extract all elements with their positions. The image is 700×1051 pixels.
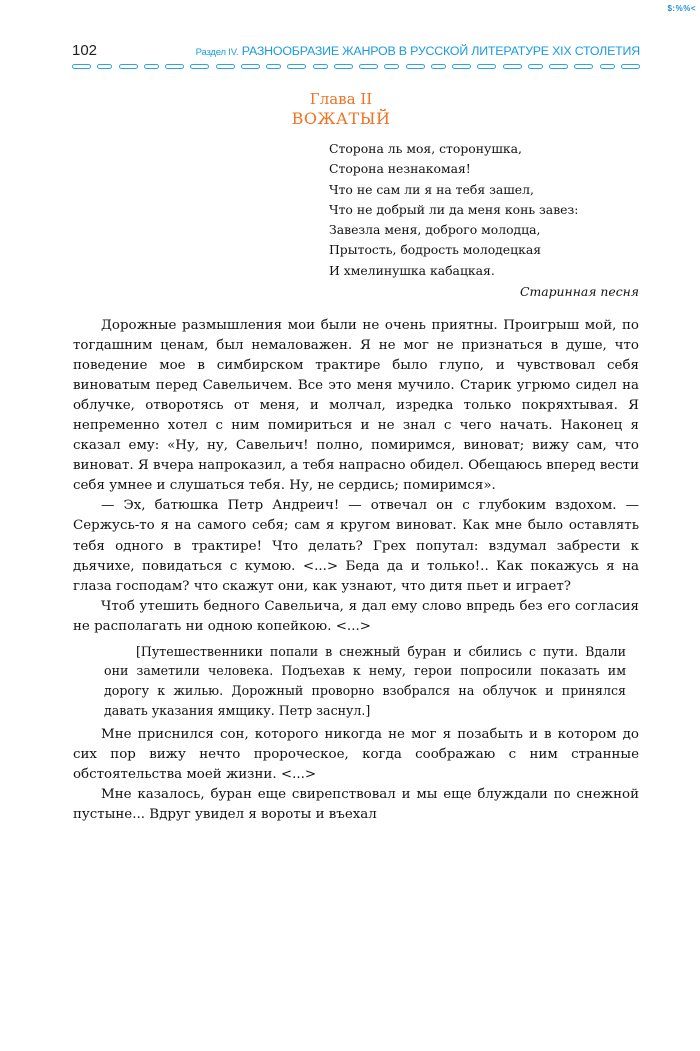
epigraph-line: Что не добрый ли да меня конь завез: bbox=[329, 201, 579, 217]
epigraph-line: Прытость, бодрость молодецкая bbox=[329, 242, 542, 258]
running-head bbox=[72, 42, 640, 62]
paragraph: Мне приснился сон, которого никогда не мог я позабыть и в котором до сих пор вижу нечто пророческое, когда соображаю с ним странные обстоятельства моей жизни. <...> bbox=[73, 727, 639, 783]
epigraph bbox=[329, 139, 641, 281]
epigraph-source: Старинная песня bbox=[520, 284, 639, 299]
chapter-heading bbox=[0, 90, 700, 129]
chapter-number: Глава II bbox=[309, 90, 373, 108]
epigraph-line: Сторона ль моя, сторонушка, bbox=[329, 141, 522, 156]
corner-mark: $:%%< bbox=[667, 4, 696, 13]
epigraph-line: И хмелинушка кабацкая. bbox=[329, 262, 495, 278]
header-ornament-divider bbox=[72, 64, 640, 72]
summary-block: [Путешественники попали в снежный буран и сбились с пути. Вдали они заметили человека. Подъехав к нему, герои попросили показать им дорогу к жилью. Дорожный проворно взобрался на облучок и принялся давать указания ямщику. Петр заснул.] bbox=[104, 643, 626, 718]
section-title-text: РАЗНООБРАЗИЕ ЖАНРОВ В РУССКОЙ ЛИТЕРАТУРЕ XIX СТОЛЕТИЯ bbox=[241, 44, 640, 58]
epigraph-line: Завезла меня, доброго молодца, bbox=[329, 222, 541, 238]
paragraph: Мне казалось, буран еще свирепствовал и мы еще блуждали по снежной пустыне... Вдруг увидел я вороты и въехал bbox=[73, 787, 639, 823]
section-title bbox=[196, 43, 640, 61]
epigraph-line: Что не сам ли я на тебя зашел, bbox=[329, 181, 534, 197]
paragraph: Дорожные размышления мои были не очень приятны. Проигрыш мой, по тогдашним ценам, был немаловажен. Я не мог не признаться в душе, что поведение мое в симбирском трактире было глупо, и чувствовал себя виноватым перед Савельичем. Все это меня мучило. Старик угрюмо сидел на облучке, отворотясь от меня, и молчал, изредка только покряхтывая. Я непременно хотел с ним помириться и не знал с чего начать. Наконец я сказал ему: «Ну, ну, Савельич! полно, помиримся, виноват; вижу сам, что виноват. Я вчера напроказил, а тебя напрасно обидел. Обещаюсь вперед вести себя умнее и слушаться тебя. Ну, не сердись; помиримся». bbox=[73, 318, 639, 494]
chapter-title: ВОЖАТЫЙ bbox=[291, 109, 391, 128]
page-number: 102 bbox=[72, 42, 98, 59]
epigraph-line: Сторона незнакомая! bbox=[329, 161, 471, 177]
section-prefix: Раздел IV. bbox=[195, 47, 239, 58]
paragraph: — Эх, батюшка Петр Андреич! — отвечал он с глубоким вздохом. — Сержусь-то я на самого себя; сам я кругом виноват. Как мне было оставлять тебя одного в трактире! Что делать? Грех попутал: вздумал забрести к дьячихе, повидаться с кумою. <...> Беда да и только!.. Как покажусь я на глаза господам? что скажут они, как узнают, что дитя пьет и играет? bbox=[73, 498, 639, 594]
paragraph: Чтоб утешить бедного Савельича, я дал ему слово впредь без его согласия не располагать ни одною копейкою. <...> bbox=[73, 598, 639, 634]
body-text bbox=[73, 316, 639, 825]
